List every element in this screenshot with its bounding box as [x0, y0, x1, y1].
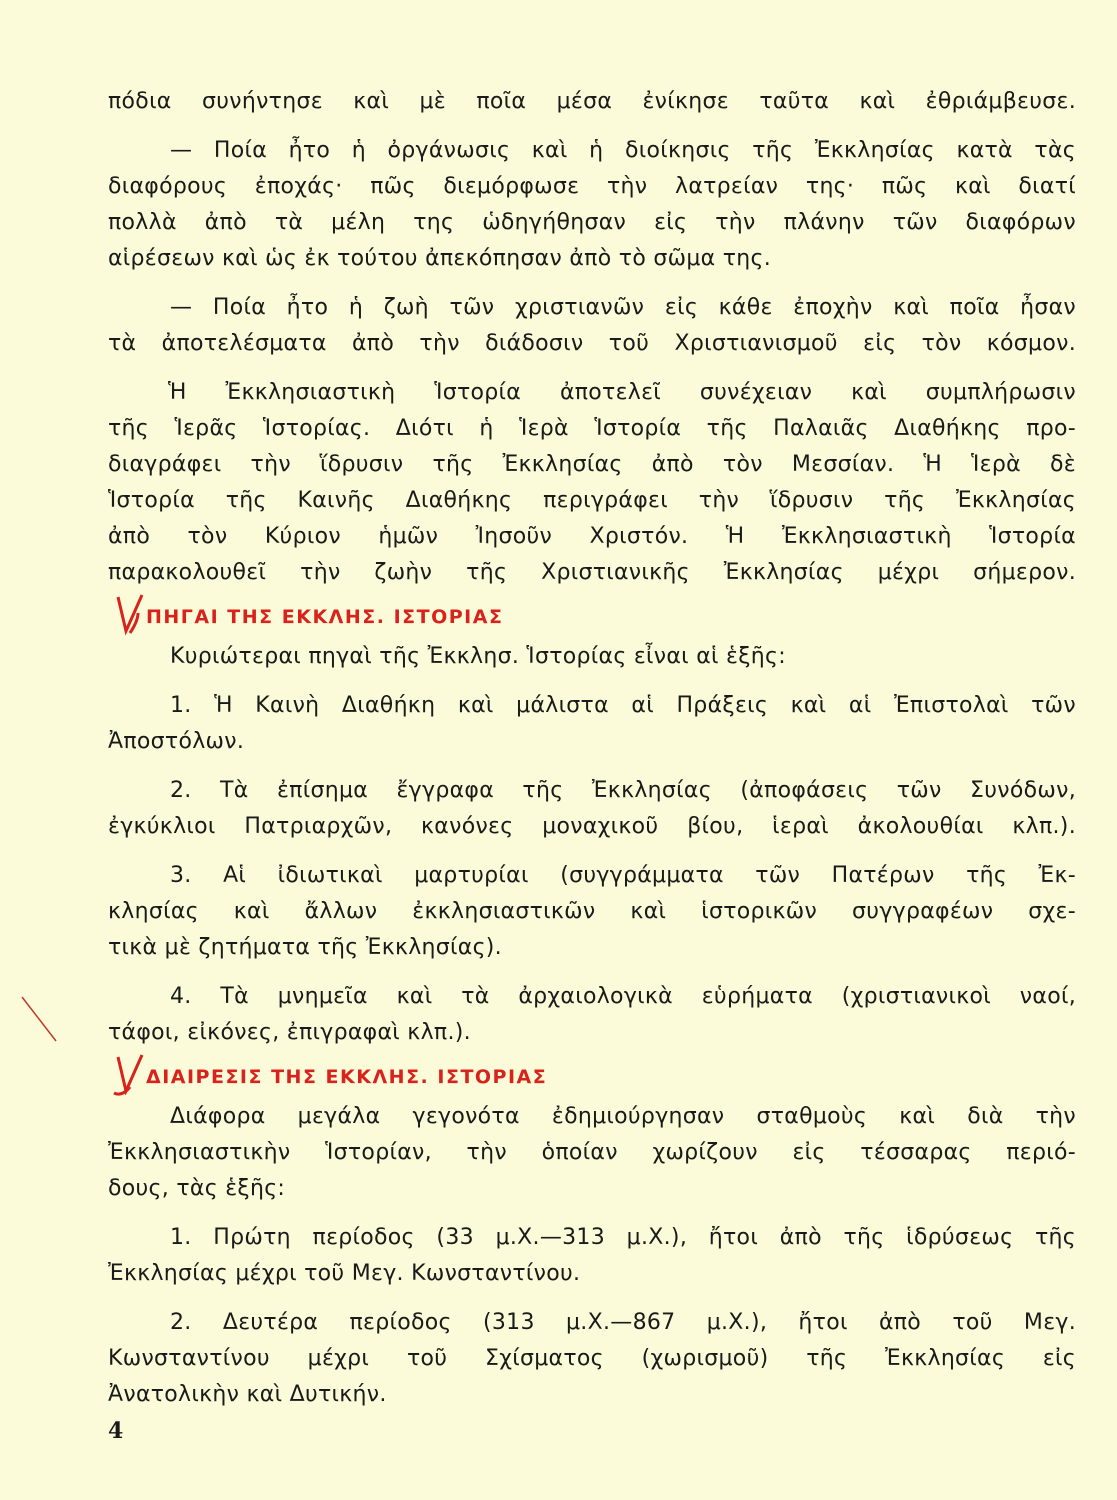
text-line: τὰ ἀποτελέσματα ἀπὸ τὴν διάδοσιν τοῦ Χριστιανισμοῦ εἰς τὸν κόσμον.	[108, 331, 1076, 356]
section-heading-text: ΠΗΓΑΙ ΤΗΣ ΕΚΚΛΗΣ. ΙΣΤΟΡΙΑΣ	[146, 606, 504, 628]
document-page	[108, 84, 1076, 1413]
text-line: Ἱστορία τῆς Καινῆς Διαθήκης περιγράφει τὴν ἵδρυσιν τῆς Ἐκκλησίας	[108, 488, 1076, 513]
text-line: 2. Δευτέρα περίοδος (313 μ.Χ.—867 μ.Χ.), ἤτοι ἀπὸ τοῦ Μεγ.	[170, 1310, 1076, 1335]
text-line: τικὰ μὲ ζητήματα τῆς Ἐκκλησίας).	[108, 935, 502, 960]
text-line: Ἡ Ἐκκλησιαστικὴ Ἱστορία ἀποτελεῖ συνέχειαν καὶ συμπλήρωσιν	[168, 380, 1076, 405]
text-line: Ἀποστόλων.	[108, 729, 245, 754]
text-line: Κυριώτεραι πηγαὶ τῆς Ἐκκλησ. Ἱστορίας εἶναι αἱ ἑξῆς:	[170, 644, 786, 669]
text-line: Ἐκκλησιαστικὴν Ἱστορίαν, τὴν ὁποίαν χωρίζουν εἰς τέσσαρας περιό-	[108, 1140, 1076, 1165]
text-line: — Ποία ἦτο ἡ ὀργάνωσις καὶ ἡ διοίκησις τῆς Ἐκκλησίας κατὰ τὰς	[170, 138, 1076, 163]
section-heading-sources	[108, 599, 1076, 635]
text-line: πόδια συνήντησε καὶ μὲ ποῖα μέσα ἐνίκησε ταῦτα καὶ ἐθριάμβευσε.	[108, 89, 1076, 114]
text-line: τάφοι, εἰκόνες, ἐπιγραφαὶ κλπ.).	[108, 1020, 471, 1045]
text-line: 2. Τὰ ἐπίσημα ἔγγραφα τῆς Ἐκκλησίας (ἀποφάσεις τῶν Συνόδων,	[170, 778, 1076, 803]
text-line: 4. Τὰ μνημεῖα καὶ τὰ ἀρχαιολογικὰ εὑρήματα (χριστιανικοὶ ναοί,	[170, 984, 1076, 1009]
text-line: αἱρέσεων καὶ ὡς ἐκ τούτου ἀπεκόπησαν ἀπὸ τὸ σῶμα της.	[108, 246, 772, 271]
text-line: Κωνσταντίνου μέχρι τοῦ Σχίσματος (χωρισμοῦ) τῆς Ἐκκλησίας εἰς	[108, 1346, 1076, 1371]
text-line: τῆς Ἱερᾶς Ἱστορίας. Διότι ἡ Ἱερὰ Ἱστορία τῆς Παλαιᾶς Διαθήκης προ-	[108, 416, 1076, 441]
text-line: Ἀνατολικὴν καὶ Δυτικήν.	[108, 1382, 387, 1407]
text-line: Διάφορα μεγάλα γεγονότα ἐδημιούργησαν σταθμοὺς καὶ διὰ τὴν	[170, 1104, 1076, 1129]
text-line: ἀπὸ τὸν Κύριον ἡμῶν Ἰησοῦν Χριστόν. Ἡ Ἐκκλησιαστικὴ Ἱστορία	[108, 524, 1076, 549]
text-line: 3. Αἱ ἰδιωτικαὶ μαρτυρίαι (συγγράμματα τῶν Πατέρων τῆς Ἐκ-	[170, 863, 1076, 888]
section-heading-text: ΔΙΑΙΡΕΣΙΣ ΤΗΣ ΕΚΚΛΗΣ. ΙΣΤΟΡΙΑΣ	[146, 1066, 548, 1088]
text-line: 1. Ἡ Καινὴ Διαθήκη καὶ μάλιστα αἱ Πράξεις καὶ αἱ Ἐπιστολαὶ τῶν	[170, 693, 1076, 718]
text-line: ἐγκύκλιοι Πατριαρχῶν, κανόνες μοναχικοῦ βίου, ἱεραὶ ἀκολουθίαι κλπ.).	[108, 814, 1076, 839]
text-line: — Ποία ἦτο ἡ ζωὴ τῶν χριστιανῶν εἰς κάθε ἐποχὴν καὶ ποῖα ἦσαν	[170, 295, 1076, 320]
text-line: 1. Πρώτη περίοδος (33 μ.Χ.—313 μ.Χ.), ἤτοι ἀπὸ τῆς ἱδρύσεως τῆς	[170, 1225, 1076, 1250]
text-line: πολλὰ ἀπὸ τὰ μέλη της ὡδηγήθησαν εἰς τὴν πλάνην τῶν διαφόρων	[108, 210, 1076, 235]
page-number: 4	[108, 1418, 124, 1444]
text-line: διαφόρους ἐποχάς· πῶς διεμόρφωσε τὴν λατρείαν της· πῶς καὶ διατί	[108, 174, 1076, 199]
margin-pencil-mark-icon	[20, 995, 60, 1045]
text-line: Ἐκκλησίας μέχρι τοῦ Μεγ. Κωνσταντίνου.	[108, 1261, 581, 1286]
text-line: παρακολουθεῖ τὴν ζωὴν τῆς Χριστιανικῆς Ἐκκλησίας μέχρι σήμερον.	[108, 560, 1076, 585]
text-line: διαγράφει τὴν ἵδρυσιν τῆς Ἐκκλησίας ἀπὸ τὸν Μεσσίαν. Ἡ Ἱερὰ δὲ	[108, 452, 1076, 477]
text-line: κλησίας καὶ ἄλλων ἐκκλησιαστικῶν καὶ ἱστορικῶν συγγραφέων σχε-	[108, 899, 1076, 924]
section-heading-division	[108, 1059, 1076, 1095]
text-line: δους, τὰς ἑξῆς:	[108, 1176, 286, 1201]
